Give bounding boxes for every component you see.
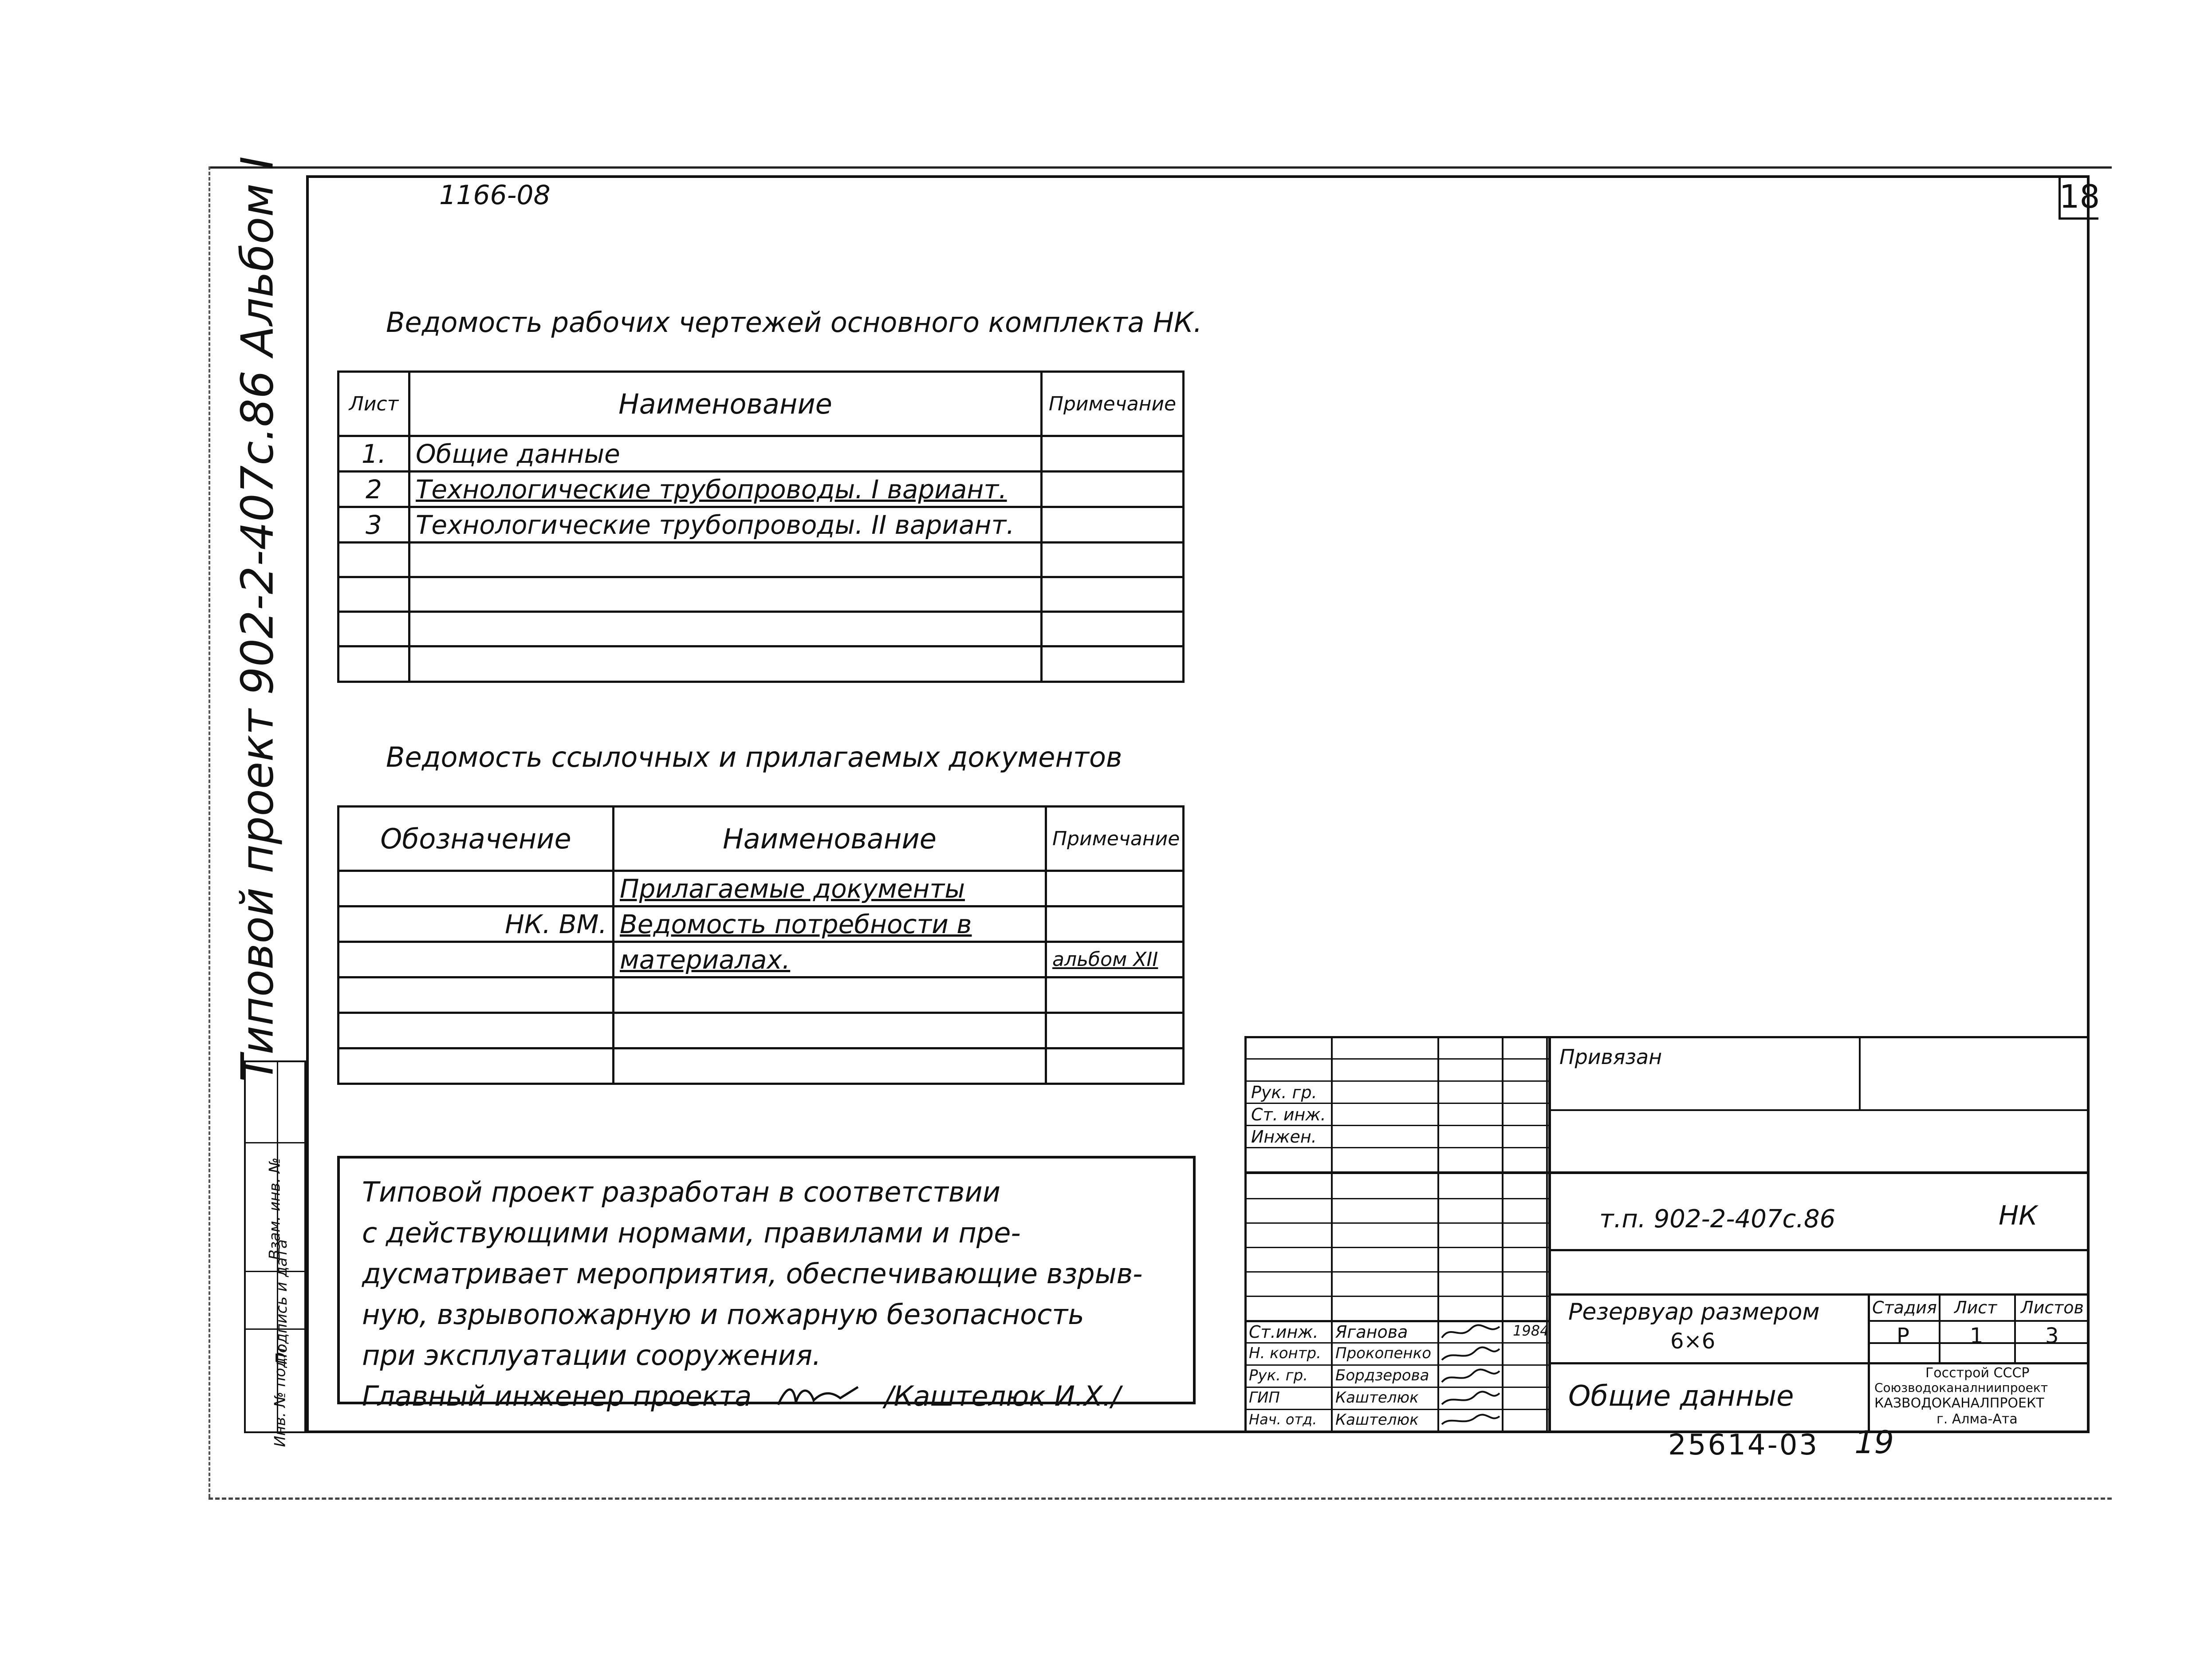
cell: Технологические трубопроводы. II вариант.: [409, 507, 1042, 543]
linked-label: Привязан: [1559, 1045, 1662, 1069]
cell: [338, 942, 614, 977]
cell: [1046, 1013, 1184, 1048]
tb-line: [1548, 1036, 1551, 1433]
cell: материалах.: [614, 942, 1046, 977]
cell: [409, 646, 1042, 682]
table-row: [338, 436, 1184, 472]
signature-icon: [1440, 1322, 1502, 1429]
chief-engineer-name: /Каштелюк И.Х./: [884, 1380, 1121, 1412]
tb-line: [1244, 1036, 1247, 1433]
table-row: [338, 1048, 1184, 1084]
cell: НК. ВМ.: [338, 906, 614, 942]
tb-line: [1551, 1249, 2087, 1251]
cell: [1046, 906, 1184, 942]
approval-role: Инжен.: [1251, 1127, 1317, 1147]
table-row: [338, 871, 1184, 906]
signature-role: Ст.инж.: [1249, 1322, 1319, 1342]
signature-name: Прокопенко: [1335, 1344, 1432, 1362]
stage-header: Стадия: [1872, 1298, 1937, 1317]
tb-line: [1244, 1103, 1551, 1104]
signature-name: Каштелюк: [1335, 1389, 1419, 1407]
cell: [409, 612, 1042, 646]
sheet-number: 18: [2058, 175, 2098, 220]
tb-line: [1244, 1171, 2087, 1174]
designation: т.п. 902-2-407с.86: [1599, 1205, 1836, 1233]
table-row: [338, 543, 1184, 577]
title-block: [1244, 1036, 2087, 1433]
cell: [338, 1048, 614, 1084]
cell: [338, 977, 614, 1013]
cell: [1042, 543, 1184, 577]
outer-frame-bottom: [209, 1497, 2112, 1500]
sheet-value: 1: [1970, 1324, 1984, 1348]
side-stamp-label: Инв. № подл.: [271, 1343, 289, 1447]
col-header-sheet: Лист: [338, 372, 409, 436]
cell: 2: [338, 472, 409, 507]
cell: [338, 1013, 614, 1048]
signature-name: Бордзерова: [1335, 1367, 1429, 1384]
side-title-text: Типовой проект 902-2-407с.86 Альбом I: [231, 156, 283, 1082]
tb-line: [1244, 1198, 1551, 1199]
table-row: [338, 507, 1184, 543]
cell: [1046, 977, 1184, 1013]
cell: [614, 1013, 1046, 1048]
tb-line: [1244, 1364, 1551, 1366]
tb-line: [1244, 1247, 1551, 1248]
tb-line: [1551, 1293, 2087, 1296]
stage-value: Р: [1897, 1324, 1909, 1348]
tb-line: [1551, 1362, 2087, 1364]
cell: 3: [338, 507, 409, 543]
table-row: [338, 577, 1184, 612]
tb-line: [1859, 1036, 1861, 1109]
organization-line: г. Алма-Ата: [1936, 1411, 2018, 1427]
drawings-list-title: Ведомость рабочих чертежей основного комплекта НК.: [386, 306, 1202, 339]
outer-frame-top: [209, 166, 2112, 169]
note-line: дусматривает мероприятия, обеспечивающие взрыв-: [362, 1257, 1143, 1290]
bottom-page-number: 19: [1854, 1424, 1894, 1461]
chief-engineer-label: Главный инженер проекта: [362, 1380, 752, 1412]
cell: [1046, 1048, 1184, 1084]
album-code: 1166-08: [439, 180, 551, 211]
cell: Технологические трубопроводы. I вариант.: [409, 472, 1042, 507]
tb-line: [1546, 1036, 1548, 1433]
tb-line: [1551, 1109, 2087, 1111]
col-header-note: Примечание: [1042, 372, 1184, 436]
cell: [614, 977, 1046, 1013]
cell: Прилагаемые документы: [614, 871, 1046, 906]
cell: [338, 646, 409, 682]
tb-line: [1868, 1320, 2087, 1322]
bottom-code: 25614-03: [1668, 1429, 1819, 1462]
cell: Ведомость потребности в: [614, 906, 1046, 942]
tb-line: [1502, 1036, 1504, 1433]
chief-engineer-line: [362, 1376, 1171, 1417]
side-stamp-divider: [246, 1142, 304, 1143]
note-line: при эксплуатации сооружения.: [362, 1339, 821, 1371]
section-code: НК: [1999, 1200, 2038, 1231]
signature-role: ГИП: [1249, 1389, 1280, 1407]
signature-year: 1984: [1513, 1322, 1549, 1339]
tb-line: [1244, 1342, 1551, 1344]
table-row: [338, 612, 1184, 646]
side-stamp: [244, 1060, 306, 1447]
sheet-title: Общие данные: [1568, 1380, 1794, 1413]
cell: [338, 871, 614, 906]
organization-line: Госстрой СССР: [1925, 1365, 2030, 1381]
tb-line: [1244, 1080, 1551, 1082]
tb-line: [1244, 1125, 1551, 1126]
side-title: [209, 156, 306, 1082]
tb-line: [1244, 1147, 1551, 1148]
project-note: [337, 1156, 1196, 1412]
col-header-designation: Обозначение: [338, 807, 614, 871]
tb-line: [1244, 1222, 1551, 1224]
cell: [1042, 507, 1184, 543]
table-row: [338, 942, 1184, 977]
note-line: Типовой проект разработан в соответствии: [362, 1176, 1000, 1208]
tb-line: [1244, 1409, 1551, 1410]
cell: [1042, 612, 1184, 646]
signature-name: Яганова: [1335, 1322, 1408, 1342]
tb-line: [1244, 1296, 1551, 1297]
reference-list-title: Ведомость ссылочных и прилагаемых документов: [386, 741, 1122, 773]
table-row: [338, 646, 1184, 682]
tb-line: [1244, 1058, 1551, 1060]
col-header-name: Наименование: [614, 807, 1046, 871]
approval-role: Ст. инж.: [1251, 1105, 1326, 1124]
signature-icon: [774, 1383, 862, 1414]
cell: [409, 577, 1042, 612]
tb-line: [1244, 1271, 1551, 1273]
cell: [1042, 646, 1184, 682]
table-row: [338, 472, 1184, 507]
cell: [338, 577, 409, 612]
signature-role: Н. контр.: [1249, 1344, 1321, 1362]
tb-line: [1939, 1293, 1940, 1362]
tb-line: [1868, 1293, 1870, 1433]
cell: [338, 612, 409, 646]
side-stamp-label: Взам. инв. №: [266, 1157, 284, 1260]
sheet-header: Лист: [1954, 1298, 1997, 1317]
organization-line: КАЗВОДОКАНАЛПРОЕКТ: [1874, 1395, 2044, 1411]
sheets-value: 3: [2045, 1324, 2059, 1348]
table-row: [338, 1013, 1184, 1048]
cell: Общие данные: [409, 436, 1042, 472]
signature-name: Каштелюк: [1335, 1411, 1419, 1429]
cell: 1.: [338, 436, 409, 472]
cell: [1042, 436, 1184, 472]
table-row: [338, 977, 1184, 1013]
cell: [409, 543, 1042, 577]
cell: [338, 543, 409, 577]
reference-table: [337, 805, 1185, 1085]
organization-line: Союзводоканалниипроект: [1874, 1380, 2048, 1395]
signature-role: Нач. отд.: [1249, 1411, 1317, 1428]
approval-role: Рук. гр.: [1251, 1083, 1317, 1102]
cell: [614, 1048, 1046, 1084]
sheets-header: Листов: [2021, 1298, 2084, 1317]
note-line: ную, взрывопожарную и пожарную безопасность: [362, 1298, 1084, 1331]
tb-line: [1437, 1036, 1439, 1433]
side-stamp-label: Подпись и дата: [272, 1239, 291, 1364]
tb-line: [1244, 1387, 1551, 1388]
drawings-table: [337, 370, 1185, 683]
cell: [1046, 871, 1184, 906]
tb-line: [2014, 1293, 2016, 1362]
table-row: [338, 906, 1184, 942]
tb-line: [1244, 1036, 2087, 1038]
cell: альбом XII: [1046, 942, 1184, 977]
object-size: 6×6: [1670, 1329, 1716, 1354]
object-name: Резервуар размером: [1568, 1299, 1820, 1325]
tb-line: [1331, 1036, 1333, 1433]
col-header-note: Примечание: [1046, 807, 1184, 871]
col-header-name: Наименование: [409, 372, 1042, 436]
signature-role: Рук. гр.: [1249, 1367, 1308, 1384]
note-line: с действующими нормами, правилами и пре-: [362, 1217, 1021, 1249]
cell: [1042, 577, 1184, 612]
cell: [1042, 472, 1184, 507]
